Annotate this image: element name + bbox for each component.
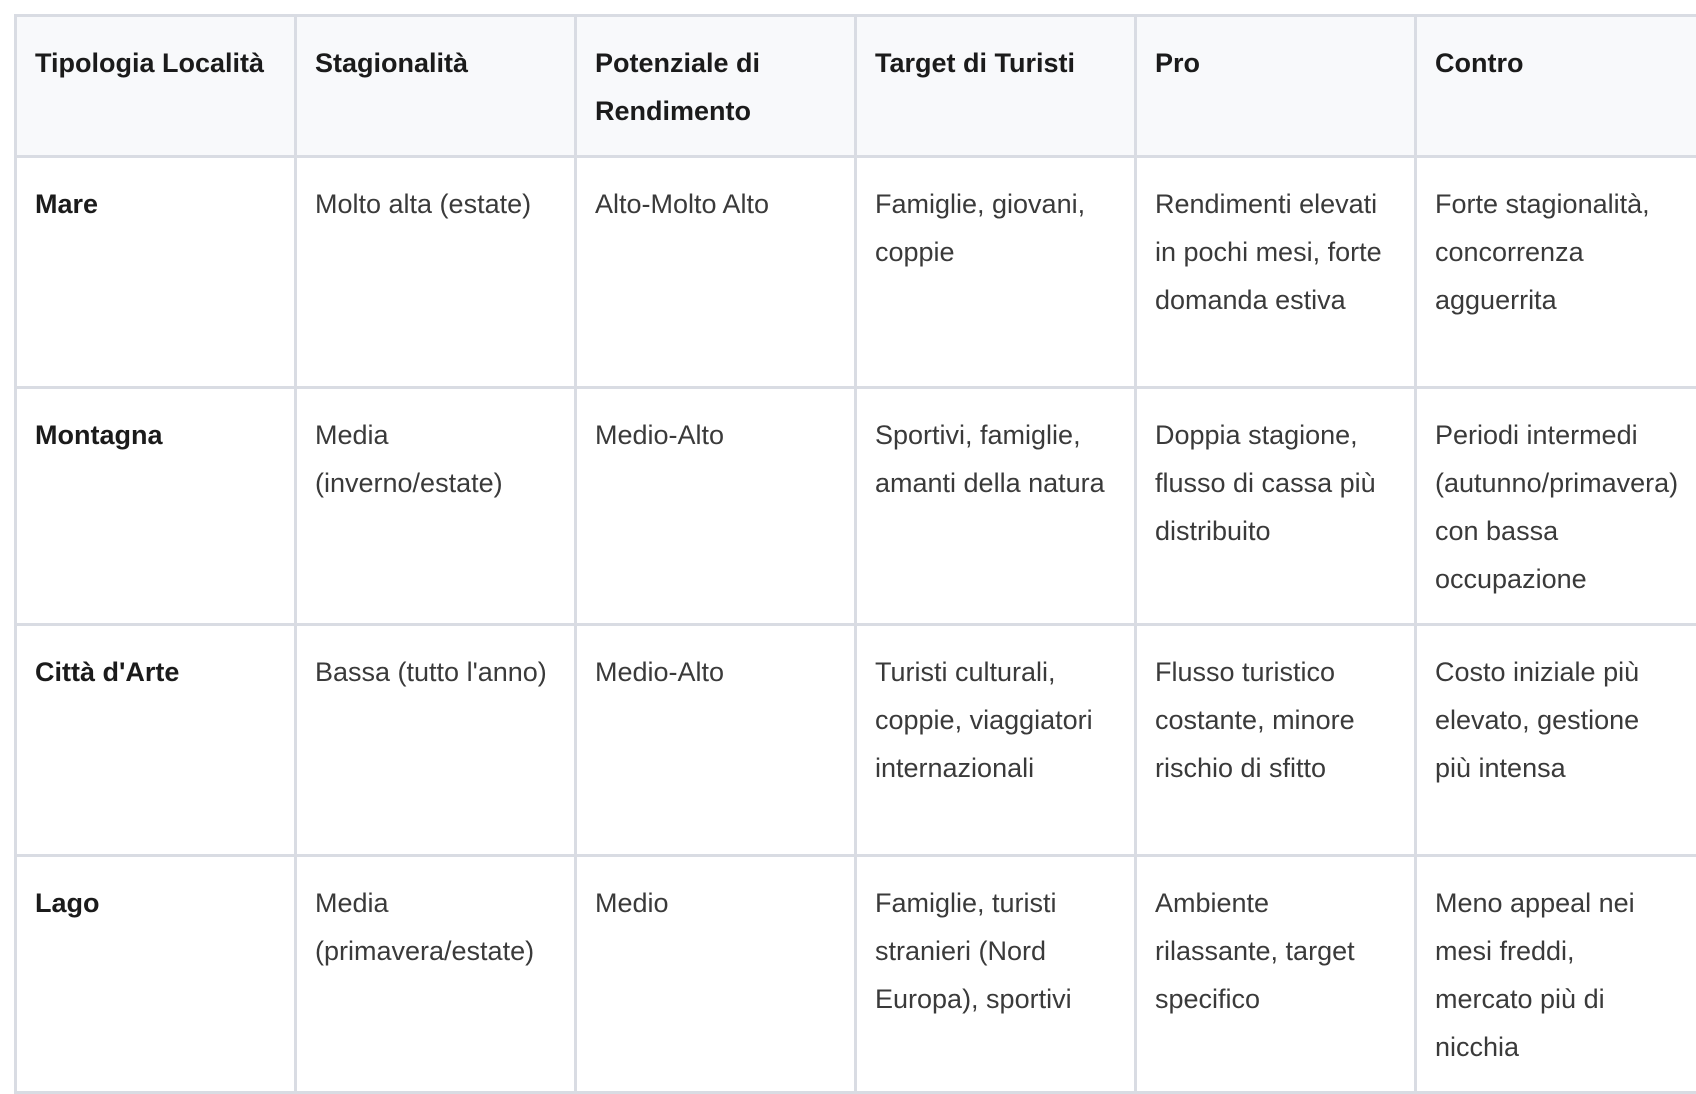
cell-contro: Periodi intermedi (autunno/primavera) con bassa occupazione (1416, 388, 1696, 625)
header-stagionalita: Stagionalità (296, 16, 576, 157)
header-potenziale: Potenziale di Rendimento (576, 16, 856, 157)
cell-pro: Rendimenti elevati in pochi mesi, forte domanda estiva (1136, 157, 1416, 388)
cell-tipologia: Mare (16, 157, 296, 388)
cell-pro: Doppia stagione, flusso di cassa più distribuito (1136, 388, 1416, 625)
cell-contro: Meno appeal nei mesi freddi, mercato più di nicchia (1416, 856, 1696, 1093)
table-row (16, 625, 1696, 856)
cell-stagionalita: Media (inverno/estate) (296, 388, 576, 625)
cell-potenziale: Medio-Alto (576, 388, 856, 625)
cell-tipologia: Montagna (16, 388, 296, 625)
comparison-table-container (14, 14, 1696, 1094)
cell-potenziale: Medio-Alto (576, 625, 856, 856)
cell-stagionalita: Bassa (tutto l'anno) (296, 625, 576, 856)
table-header (16, 16, 1696, 157)
cell-pro: Ambiente rilassante, target specifico (1136, 856, 1416, 1093)
cell-tipologia: Lago (16, 856, 296, 1093)
header-target: Target di Turisti (856, 16, 1136, 157)
header-tipologia: Tipologia Località (16, 16, 296, 157)
cell-potenziale: Medio (576, 856, 856, 1093)
table-row (16, 388, 1696, 625)
comparison-table (14, 14, 1696, 1094)
cell-potenziale: Alto-Molto Alto (576, 157, 856, 388)
header-row (16, 16, 1696, 157)
cell-target: Turisti culturali, coppie, viaggiatori internazionali (856, 625, 1136, 856)
cell-contro: Costo iniziale più elevato, gestione più intensa (1416, 625, 1696, 856)
cell-stagionalita: Molto alta (estate) (296, 157, 576, 388)
header-contro: Contro (1416, 16, 1696, 157)
cell-stagionalita: Media (primavera/estate) (296, 856, 576, 1093)
cell-contro: Forte stagionalità, concorrenza agguerrita (1416, 157, 1696, 388)
cell-target: Famiglie, giovani, coppie (856, 157, 1136, 388)
cell-target: Famiglie, turisti stranieri (Nord Europa), sportivi (856, 856, 1136, 1093)
cell-pro: Flusso turistico costante, minore rischio di sfitto (1136, 625, 1416, 856)
table-row (16, 856, 1696, 1093)
table-row (16, 157, 1696, 388)
header-pro: Pro (1136, 16, 1416, 157)
table-body (16, 157, 1696, 1093)
cell-target: Sportivi, famiglie, amanti della natura (856, 388, 1136, 625)
cell-tipologia: Città d'Arte (16, 625, 296, 856)
